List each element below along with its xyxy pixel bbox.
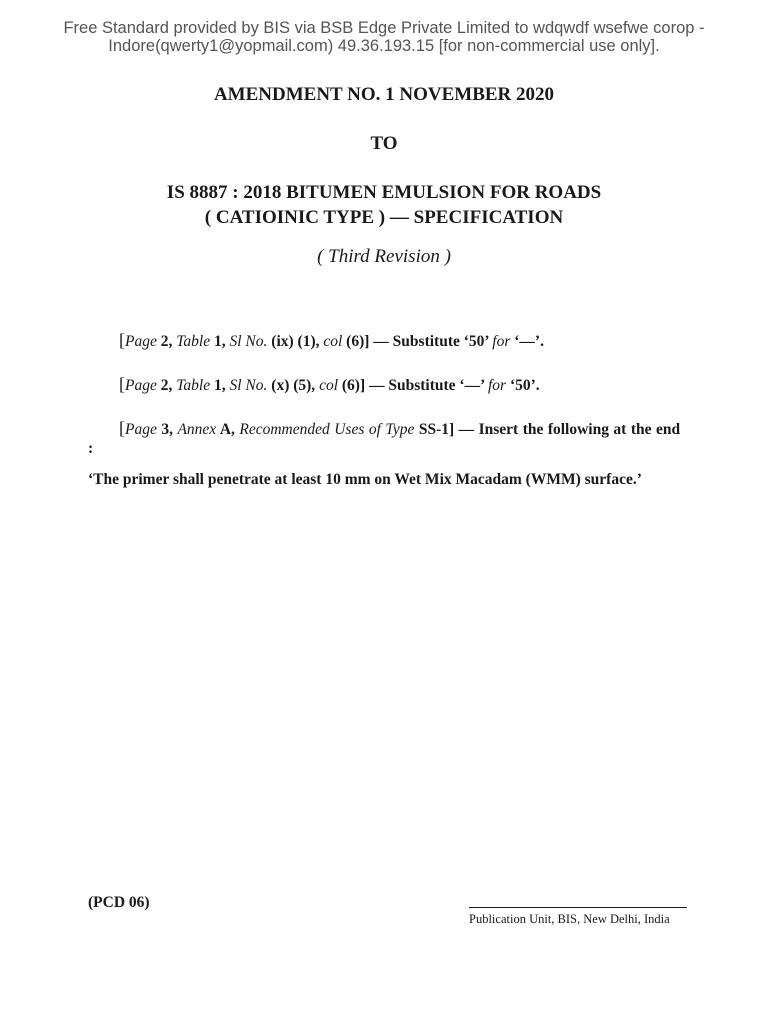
sl-value: (ix) (1), xyxy=(271,333,320,350)
col-value: (6)] xyxy=(341,377,366,394)
revision-label: ( Third Revision ) xyxy=(317,246,451,267)
amendment-item-1: [Page 2, Table 1, Sl No. (ix) (1), col (6)] — Substitute ‘50’ for ‘—’. xyxy=(119,330,544,350)
page-number: 2 xyxy=(160,333,169,350)
page-number: 3 xyxy=(161,421,170,438)
watermark-line-2: Indore(qwerty1@yopmail.com) 49.36.193.15 [for non-commercial use only]. xyxy=(108,37,660,55)
type-value: SS-1] xyxy=(418,421,455,438)
table-label: Table xyxy=(176,333,211,350)
uses-label: Recommended Uses of Type xyxy=(239,421,415,438)
table-label: Table xyxy=(176,377,211,394)
publisher-line: Publication Unit, BIS, New Delhi, India xyxy=(469,912,670,926)
sl-label: Sl No. xyxy=(229,333,268,350)
watermark-line-1: Free Standard provided by BIS via BSB Edge Private Limited to wdqwdf wsefwe corop - xyxy=(63,19,705,37)
sl-label: Sl No. xyxy=(229,377,268,394)
col-label: col xyxy=(323,333,343,350)
page-number: 2 xyxy=(160,377,169,394)
amendment-item-2: [Page 2, Table 1, Sl No. (x) (5), col (6)] — Substitute ‘—’ for ‘50’. xyxy=(119,374,540,394)
col-value: (6)] xyxy=(346,333,370,350)
inserted-quote: ‘The primer shall penetrate at least 10 mm on Wet Mix Macadam (WMM) surface.’ xyxy=(88,471,642,488)
watermark xyxy=(0,19,768,55)
action-text: — Insert the following at the end : xyxy=(88,421,681,457)
sl-value: (x) (5), xyxy=(271,377,316,394)
page-label: Page xyxy=(125,333,157,350)
page-label: Page xyxy=(125,377,157,394)
page-label: Page xyxy=(125,421,157,438)
amendment-item-3: [Page 3, Annex A, Recommended Uses of Type SS-1] — Insert the following at the end : xyxy=(88,418,681,457)
footer-divider xyxy=(469,907,687,908)
for-label: for xyxy=(492,333,511,350)
for-value: ‘50’. xyxy=(509,377,540,394)
table-number: 1 xyxy=(214,333,222,350)
action-text: — Substitute ‘50’ xyxy=(373,333,489,350)
to-label: TO xyxy=(370,133,398,154)
for-value: ‘—’. xyxy=(514,333,544,350)
action-text: — Substitute ‘—’ xyxy=(369,377,485,394)
col-label: col xyxy=(319,377,338,394)
annex-value: A xyxy=(219,421,232,438)
table-number: 1 xyxy=(214,377,222,394)
standard-title-line-1: IS 8887 : 2018 BITUMEN EMULSION FOR ROADS xyxy=(166,182,602,203)
standard-title-line-2: ( CATIOINIC TYPE ) — SPECIFICATION xyxy=(204,207,564,228)
committee-code: (PCD 06) xyxy=(88,894,150,911)
for-label: for xyxy=(487,377,507,394)
amendment-title: AMENDMENT NO. 1 NOVEMBER 2020 xyxy=(213,84,555,105)
annex-label: Annex xyxy=(177,421,217,438)
